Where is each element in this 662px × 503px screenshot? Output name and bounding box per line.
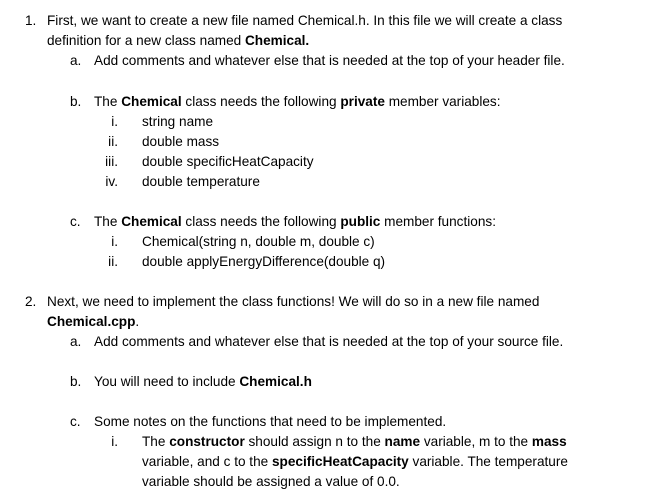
roman-marker: i. — [111, 234, 118, 249]
member-variable: double specificHeatCapacity — [142, 154, 314, 169]
item-text: Next, we need to implement the class functions! We will do so in a new file named — [47, 294, 540, 309]
subitem-marker: c. — [70, 214, 81, 229]
subitem-text: Add comments and whatever else that is needed at the top of your source file. — [94, 334, 564, 349]
item-text-continued: Chemical.cpp. — [47, 314, 140, 329]
note-text-continued: variable, and c to the specificHeatCapacity variable. The temperature — [142, 454, 568, 469]
roman-marker: ii. — [108, 254, 118, 269]
item-number: 2. — [25, 294, 37, 309]
roman-marker: i. — [111, 114, 118, 129]
roman-marker: iii. — [105, 154, 118, 169]
member-function: double applyEnergyDifference(double q) — [142, 254, 386, 269]
subitem-text: The Chemical class needs the following public member functions: — [94, 214, 496, 229]
class-name-bold: Chemical. — [244, 33, 310, 48]
subitem-marker: b. — [70, 94, 82, 109]
subitem-marker: c. — [70, 414, 81, 429]
note-text: The constructor should assign n to the name variable, m to the mass — [142, 434, 567, 449]
subitem-text: You will need to include Chemical.h — [94, 374, 312, 389]
note-text-continued: variable should be assigned a value of 0.0. — [142, 474, 400, 489]
subitem-marker: a. — [70, 334, 82, 349]
member-variable: double mass — [142, 134, 220, 149]
item-number: 1. — [25, 13, 37, 28]
file-name-bold: Chemical.cpp — [47, 314, 136, 329]
member-variable: string name — [142, 114, 214, 129]
subitem-text: Add comments and whatever else that is needed at the top of your header file. — [94, 53, 565, 68]
subitem-marker: a. — [70, 53, 82, 68]
subitem-text: The Chemical class needs the following private member variables: — [94, 94, 501, 109]
roman-marker: iv. — [105, 174, 118, 189]
roman-marker: i. — [111, 434, 118, 449]
item-text: First, we want to create a new file named Chemical.h. In this file we will create a class — [47, 13, 563, 28]
subitem-text: Some notes on the functions that need to be implemented. — [94, 414, 447, 429]
subitem-marker: b. — [70, 374, 82, 389]
roman-marker: ii. — [108, 134, 118, 149]
member-variable: double temperature — [142, 174, 260, 189]
item-text-continued: definition for a new class named Chemical. — [47, 33, 310, 48]
member-function: Chemical(string n, double m, double c) — [142, 234, 375, 249]
